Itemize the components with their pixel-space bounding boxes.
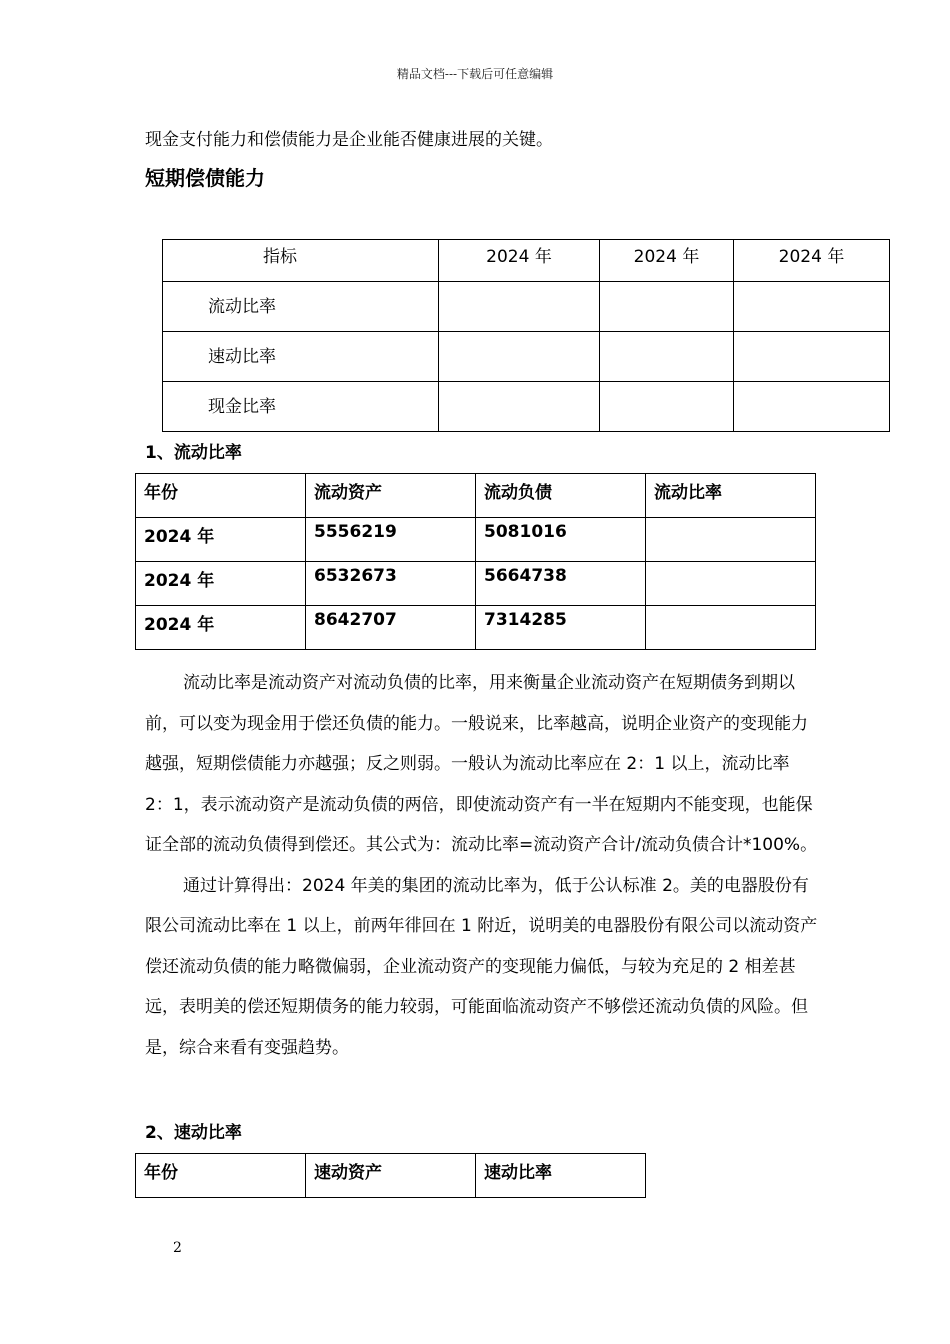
table-cell [439, 282, 600, 332]
section-heading: 短期偿债能力 [145, 166, 265, 190]
table-row [163, 332, 890, 382]
table-cell [600, 332, 734, 382]
table-cell [734, 332, 890, 382]
table-header-cell: 2024 年 [600, 240, 734, 282]
table-cell: 6532673 [306, 562, 476, 606]
table-cell: 5556219 [306, 518, 476, 562]
table-cell: 2024 年 [136, 606, 306, 650]
table-cell [600, 382, 734, 432]
table-cell: 流动比率 [163, 282, 439, 332]
table-row [136, 606, 816, 650]
table-cell: 速动比率 [163, 332, 439, 382]
current-ratio-table [135, 473, 816, 650]
table-row [136, 474, 816, 518]
page-header: 精品文档---下载后可任意编辑 [396, 67, 554, 81]
table-cell [646, 562, 816, 606]
table-header-cell: 流动比率 [646, 474, 816, 518]
paragraph-current-ratio-analysis: 通过计算得出：2024 年美的集团的流动比率为，低于公认标准 2。美的电器股份有限公司流动比率在 1 以上，前两年徘回在 1 附近，说明美的电器股份有限公司以流动资产偿还流动负债的能力略微偏弱，企业流动资产的变现能力偏低，与较为充足的 2 相差甚远，表明美的偿还短期债务的能力较弱，可能面临流动资产不够偿还流动负债的风险。但是，综合来看有变强趋势。 [145, 875, 818, 1058]
table-cell: 5664738 [476, 562, 646, 606]
table-header-cell: 速动资产 [306, 1154, 476, 1198]
section1-title: 1、流动比率 [145, 443, 242, 463]
table-header-cell: 年份 [136, 1154, 306, 1198]
table-header-cell: 流动资产 [306, 474, 476, 518]
table-cell [646, 518, 816, 562]
table-header-cell: 2024 年 [439, 240, 600, 282]
table-cell [646, 606, 816, 650]
table-row [163, 382, 890, 432]
page-number: 2 [173, 1240, 182, 1256]
table-row [136, 562, 816, 606]
table-header-cell: 流动负债 [476, 474, 646, 518]
table-header-cell: 速动比率 [476, 1154, 646, 1198]
table-cell [734, 282, 890, 332]
summary-table [162, 239, 890, 432]
table-cell: 8642707 [306, 606, 476, 650]
table-cell [439, 332, 600, 382]
section2-title: 2、速动比率 [145, 1123, 242, 1143]
table-cell: 2024 年 [136, 518, 306, 562]
paragraph-current-ratio-definition: 流动比率是流动资产对流动负债的比率，用来衡量企业流动资产在短期债务到期以前，可以变为现金用于偿还负债的能力。一般说来，比率越高，说明企业资产的变现能力越强，短期偿债能力亦越强；反之则弱。一般认为流动比率应在 2：1 以上，流动比率 2：1，表示流动资产是流动负债的两倍，即使流动资产有一半在短期内不能变现，也能保证全部的流动负债得到偿还。其公式为：流动比率=流动资产合计/流动负债合计*100%。 [145, 673, 818, 855]
table-header-cell: 指标 [163, 240, 439, 282]
table-row [136, 518, 816, 562]
table-cell [734, 382, 890, 432]
quick-ratio-table [135, 1153, 646, 1198]
table-cell [600, 282, 734, 332]
table-header-cell: 年份 [136, 474, 306, 518]
table-cell: 7314285 [476, 606, 646, 650]
table-header-cell: 2024 年 [734, 240, 890, 282]
table-cell [439, 382, 600, 432]
table-row [163, 240, 890, 282]
body-text [145, 663, 820, 1068]
table-row [136, 1154, 646, 1198]
table-cell: 现金比率 [163, 382, 439, 432]
table-cell: 5081016 [476, 518, 646, 562]
intro-sentence: 现金支付能力和偿债能力是企业能否健康进展的关键。 [145, 130, 553, 150]
table-row [163, 282, 890, 332]
table-cell: 2024 年 [136, 562, 306, 606]
